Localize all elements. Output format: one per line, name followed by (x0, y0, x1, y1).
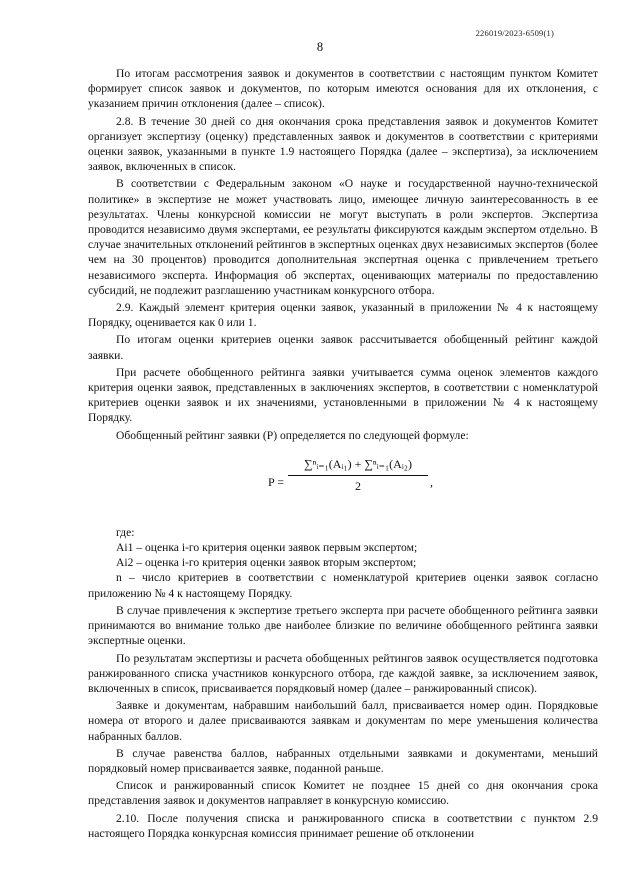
formula-numerator: ∑ⁿᵢ₌₁(Aᵢ₁) + ∑ⁿᵢ₌₁(Aᵢ₂) (288, 457, 428, 476)
page-number: 8 (316, 40, 324, 54)
paragraph: Список и ранжированный список Комитет не позднее 15 дней со дня окончания срока представления заявок и документов направляет в конкурсную комиссию. (88, 779, 598, 808)
paragraph: В соответствии с Федеральным законом «О науке и государственной научно-технической политике» в экспертизе не может участвовать лицо, имеющее личную заинтересованность в ее результатах. Члены конкурсной комиссии не могут выступать в роли экспертов. Экспертиза проводится независимо двумя экспертами, ее результаты фиксируются каждым экспертом отдельно. В случае значительных отклонений рейтингов в экспертных оценках двух независимых экспертов (более чем на 30 процентов) проводится дополнительная экспертная оценка с привлечением третьего независимого эксперта. Информация об экспертах, оценивающих материалы по предоставлению субсидий, не подлежит разглашению участникам конкурсного отбора. (88, 177, 598, 297)
paragraph: В случае равенства баллов, набранных отдельными заявками и документами, меньший порядковый номер присваивается заявке, поданной раньше. (88, 746, 598, 775)
formula-fraction (288, 457, 428, 494)
formula-denominator: 2 (355, 479, 361, 494)
paragraph: 2.9. Каждый элемент критерия оценки заявок, указанный в приложении № 4 к настоящему Порядку, оценивается как 0 или 1. (88, 301, 598, 330)
paragraph: При расчете обобщенного рейтинга заявки учитывается сумма оценок элементов каждого критерия оценки заявок, представленных в заключениях экспертов, в соответствии с номенклатурой критериев оценки заявок и их значениями, установленными в приложении № 4 к настоящему Порядку. (88, 365, 598, 425)
document-body (88, 66, 598, 841)
paragraph: 2.8. В течение 30 дней со дня окончания срока представления заявок и документов Комитет организует экспертизу (оценку) представленных заявок и документов в соответствии с критериями оценки заявок, указанными в пункте 1.9 настоящего Порядка (далее – экспертиза), за исключением заявок, включенных в список. (88, 114, 598, 174)
rating-formula (88, 453, 598, 519)
paragraph: По результатам экспертизы и расчета обобщенных рейтингов заявок осуществляется подготовка ранжированного списка участников конкурсного отбора, где каждой заявке, за исключением заявок, включенных в список, присваивается порядковый номер (далее – ранжированный список). (88, 651, 598, 695)
paragraph: В случае привлечения к экспертизе третьего эксперта при расчете обобщенного рейтинга заявки принимаются во внимание только две наиболее близкие по величине обобщенного рейтинга заявки экспертные оценки. (88, 603, 598, 648)
document-id: 226019/2023-6509(1) (475, 28, 554, 38)
paragraph: По итогам оценки критериев оценки заявок рассчитывается обобщенный рейтинг каждой заявки. (88, 333, 598, 362)
formula-lhs: P = (268, 474, 284, 489)
definition-item: n – число критериев в соответствии с номенклатурой критериев оценки заявок согласно приложению № 4 к настоящему Порядку. (88, 571, 598, 600)
paragraph: Обобщенный рейтинг заявки (P) определяется по следующей формуле: (116, 428, 469, 442)
definition-item: Ai1 – оценка i-го критерия оценки заявок первым экспертом; (116, 541, 418, 555)
paragraph: По итогам рассмотрения заявок и документов в соответствии с настоящим пунктом Комитет формирует список заявок и документов, по которым имеются основания для их отклонения, с указанием причин отклонения (далее – список). (88, 67, 598, 111)
definition-item: Ai2 – оценка i-го критерия оценки заявок вторым экспертом; (116, 556, 417, 570)
where-label: где: (116, 525, 135, 539)
formula-comma: , (430, 474, 433, 489)
paragraph: 2.10. После получения списка и ранжированного списка в соответствии с пунктом 2.9 настоящего Порядка конкурсная комиссия принимает решение об отклонении (88, 811, 598, 840)
paragraph: Заявке и документам, набравшим наибольший балл, присваивается номер один. Порядковые номера от второго и далее присваиваются заявкам и документам по мере уменьшения количества набранных баллов. (88, 699, 598, 743)
